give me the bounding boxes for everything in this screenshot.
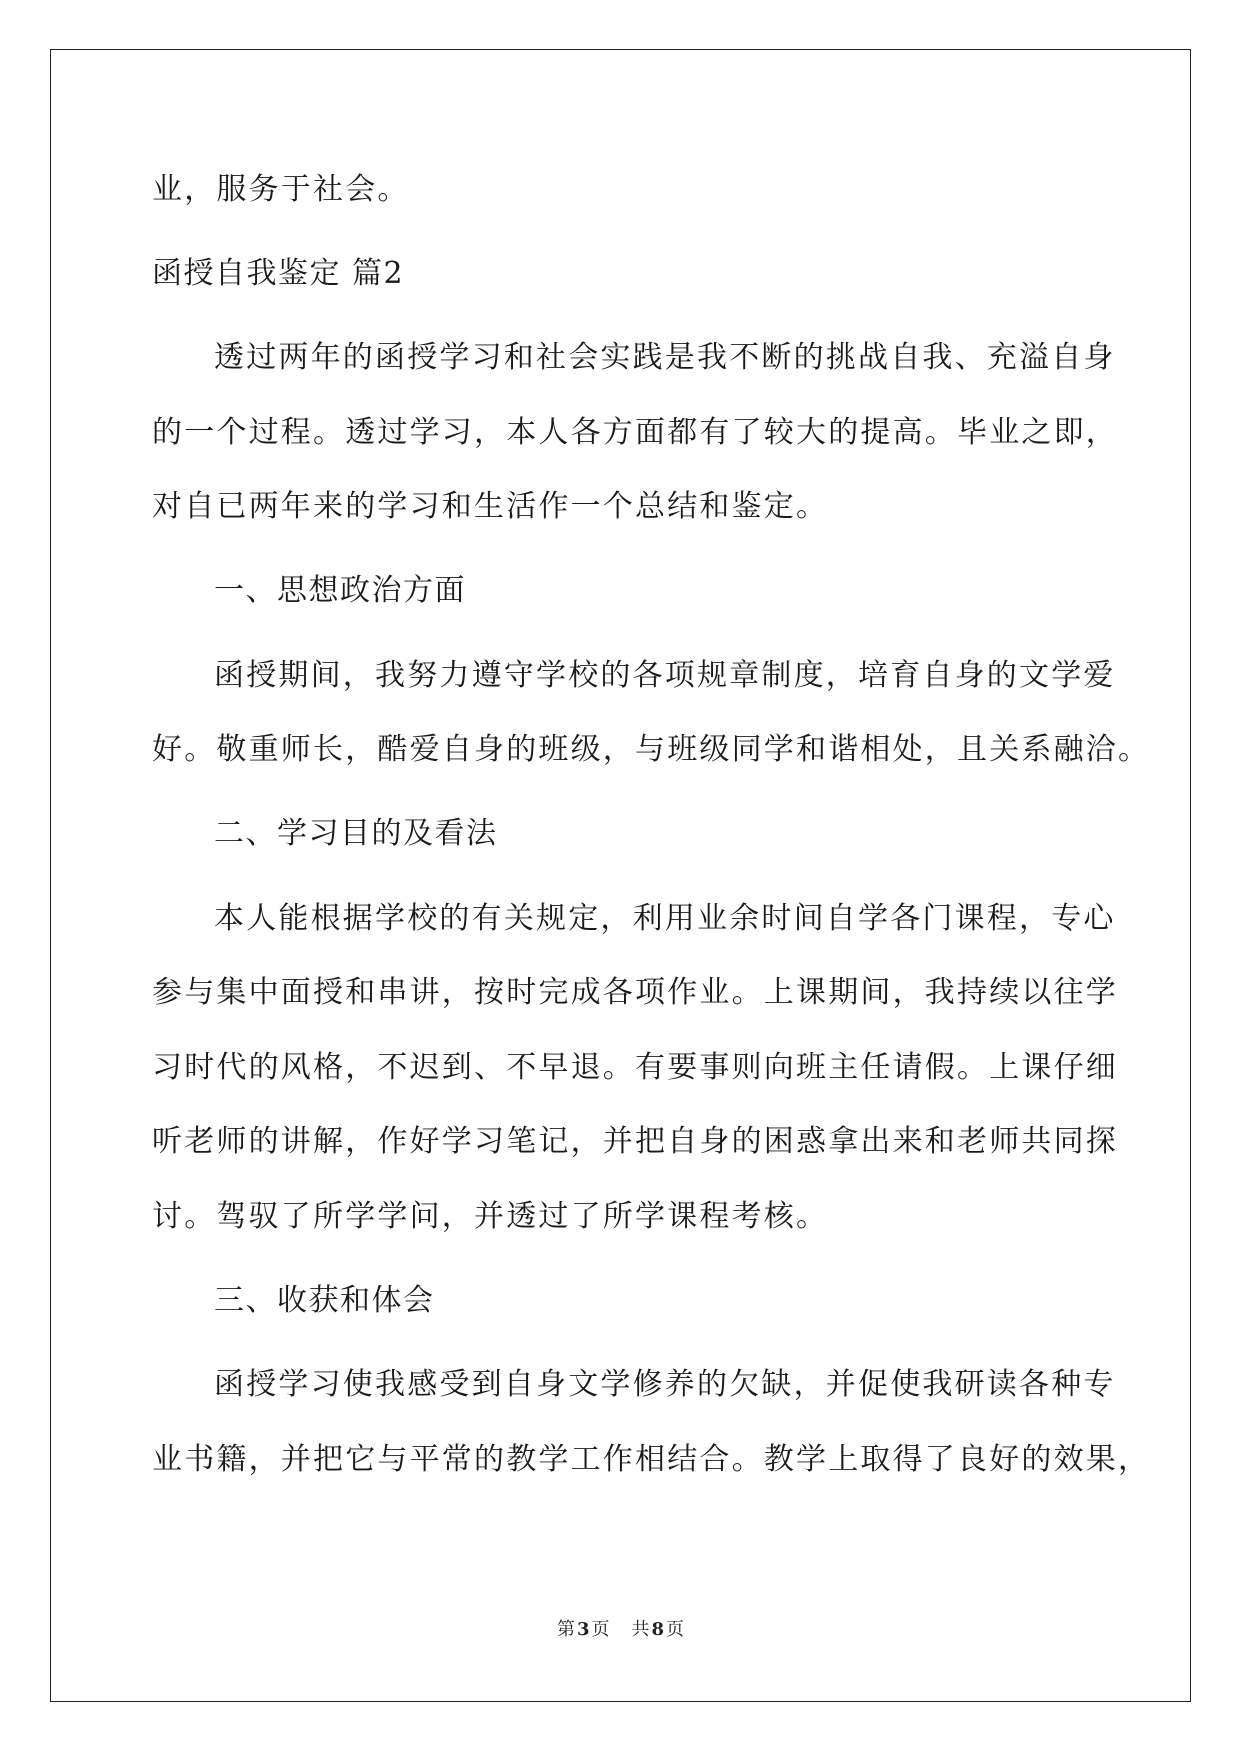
page-prefix: 第: [556, 1619, 575, 1640]
paragraph-line: 函授学习使我感受到自身文学修养的欠缺，并促使我研读各种专: [214, 1367, 1116, 1402]
paragraph-line: 函授期间，我努力遵守学校的各项规章制度，培育自身的文学爱: [214, 658, 1116, 693]
section-title: 函授自我鉴定 篇2: [152, 256, 405, 291]
total-page-count: 8: [651, 1619, 665, 1640]
subheading-study: 二、学习目的及看法: [214, 816, 498, 851]
paragraph-line: 习时代的风格，不迟到、不早退。有要事则向班主任请假。上课仔细: [152, 1050, 1118, 1085]
paragraph-line: 透过两年的函授学习和社会实践是我不断的挑战自我、充溢自身: [214, 340, 1116, 375]
paragraph-line: 讨。驾驭了所学学问，并透过了所学课程考核。: [152, 1199, 829, 1234]
subheading-political: 一、思想政治方面: [214, 573, 466, 608]
paragraph-line: 的一个过程。透过学习，本人各方面都有了较大的提高。毕业之即，: [152, 415, 1118, 450]
paragraph-line: 业书籍，并把它与平常的教学工作相结合。教学上取得了良好的效果，: [152, 1442, 1151, 1477]
paragraph-line: 好。敬重师长，酷爱自身的班级，与班级同学和谐相处，且关系融洽。: [152, 732, 1151, 767]
total-suffix: 页: [666, 1619, 685, 1640]
page-suffix: 页: [591, 1619, 610, 1640]
paragraph-line: 听老师的讲解，作好学习笔记，并把自身的困惑拿出来和老师共同探: [152, 1124, 1118, 1159]
subheading-gains: 三、收获和体会: [214, 1283, 435, 1318]
total-prefix: 共: [631, 1619, 650, 1640]
paragraph-line: 业，服务于社会。: [152, 172, 410, 207]
paragraph-line: 对自已两年来的学习和生活作一个总结和鉴定。: [152, 489, 829, 524]
paragraph-line: 本人能根据学校的有关规定，利用业余时间自学各门课程，专心: [214, 901, 1116, 936]
current-page-number: 3: [576, 1619, 590, 1640]
paragraph-line: 参与集中面授和串讲，按时完成各项作业。上课期间，我持续以往学: [152, 975, 1118, 1010]
page-footer: [0, 1618, 1241, 1642]
